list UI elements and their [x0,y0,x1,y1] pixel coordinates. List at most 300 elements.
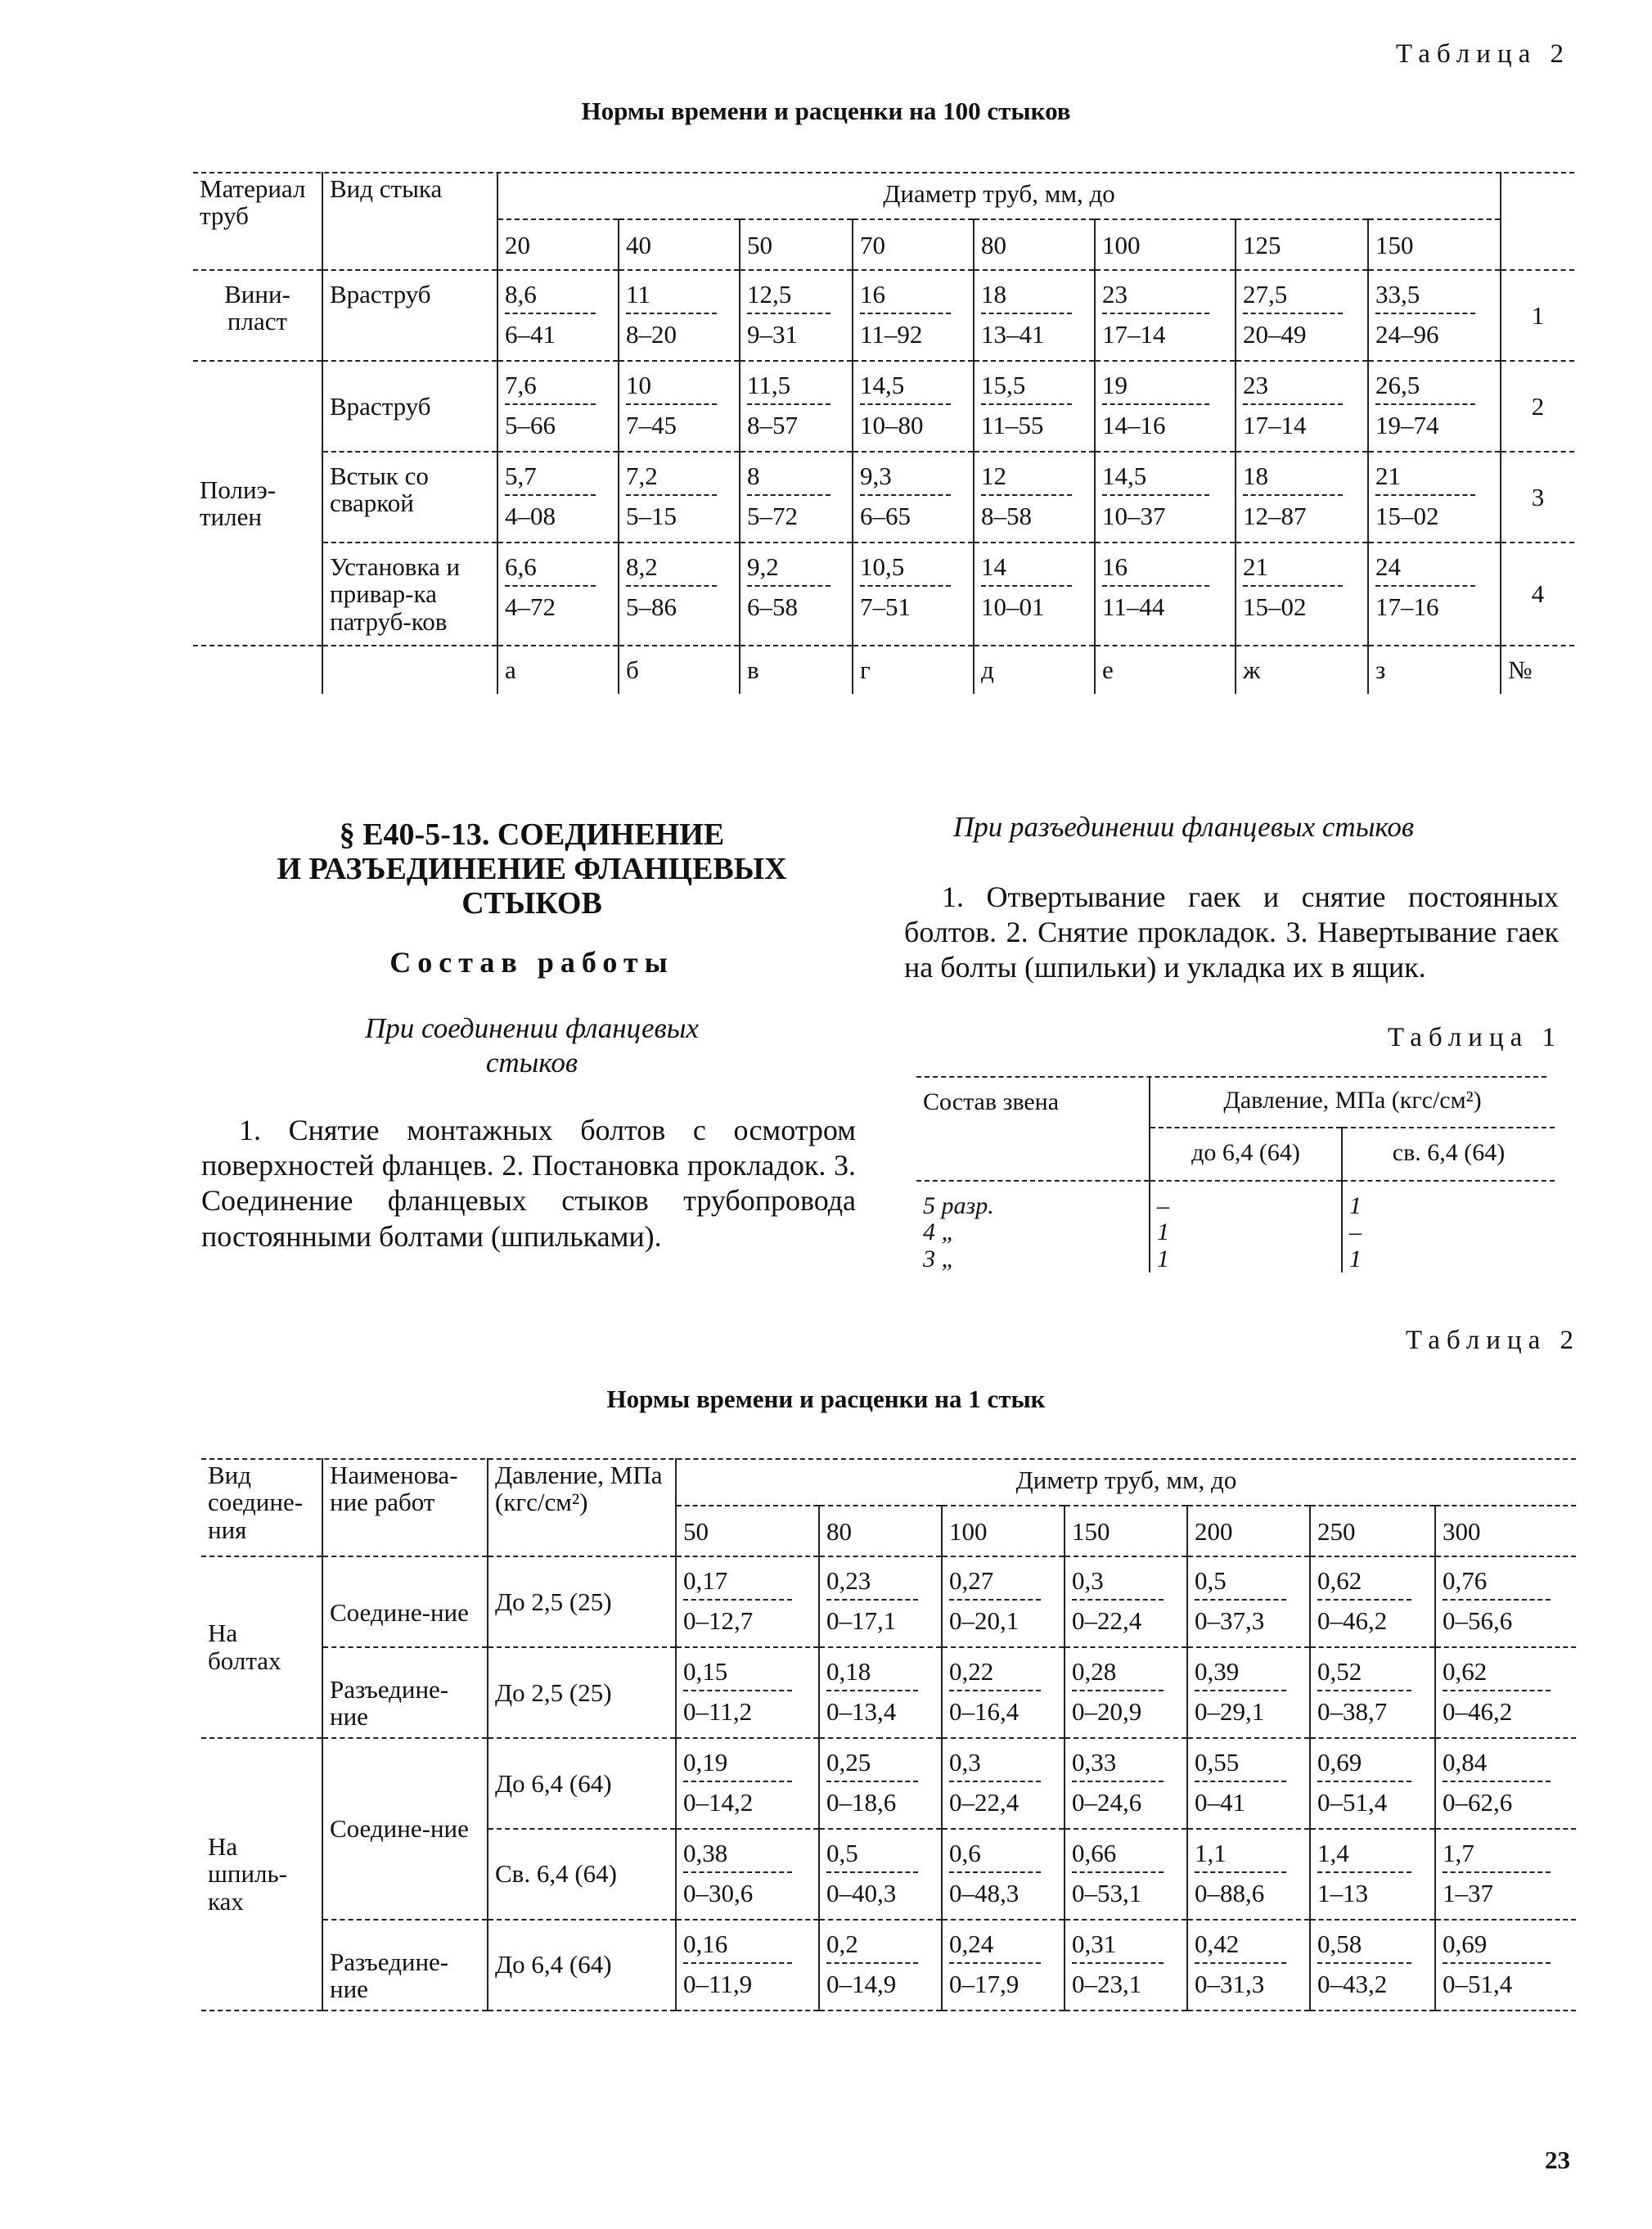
rate-fraction [505,462,611,530]
rate-fraction [1072,1567,1180,1635]
value-cell [1310,1556,1435,1647]
time-norm: 8,6 [505,281,596,314]
work-name: Соедине-ние [322,1738,488,1920]
rate-price: 5–86 [626,592,677,622]
rate-price: 19–74 [1375,411,1439,440]
value-cell [740,361,853,452]
rate-price: 14–16 [1102,411,1166,440]
rate-fraction [860,462,966,530]
rate-fraction [683,1567,812,1635]
time-norm: 0,6 [949,1839,1041,1873]
rate-price: 0–29,1 [1195,1697,1265,1727]
time-norm: 21 [1375,462,1475,496]
rate-fraction [1443,1749,1569,1817]
value-cell [819,1738,942,1829]
rate-price: 1–13 [1317,1879,1368,1908]
rate-price: 7–45 [626,411,677,440]
time-norm: 0,2 [826,1930,918,1964]
crew-grade: 5 разр. [916,1181,1150,1219]
rate-price: 0–62,6 [1443,1788,1513,1817]
rate-fraction [1102,372,1228,439]
time-norm: 10,5 [860,553,951,587]
value-cell [1095,452,1236,543]
table-row [193,270,1574,361]
pressure-cell: До 2,5 (25) [488,1556,676,1647]
time-norm: 0,5 [1195,1567,1286,1601]
rate-fraction [981,372,1087,439]
rate-fraction [683,1749,812,1817]
rate-fraction [505,553,611,621]
pressure-cell: Св. 6,4 (64) [488,1829,676,1920]
bottom-header-work: Наименова-ние работ [322,1458,488,1556]
rate-fraction [949,1749,1057,1817]
rate-fraction [1195,1658,1303,1726]
rate-fraction [505,281,611,349]
rate-fraction [981,553,1087,621]
rate-price: 20–49 [1243,320,1307,349]
rate-price: 0–20,9 [1072,1697,1142,1727]
rate-fraction [860,281,966,349]
disconnect-text: 1. Отвертывание гаек и снятие постоянных болтов. 2. Снятие прокладок. 3. Навертывание гаек на болты (шпильки) и укладка их в ящик. [904,880,1559,984]
table-row [193,361,1574,452]
time-norm: 10 [626,372,717,405]
rate-fraction [949,1930,1057,1998]
time-norm: 7,6 [505,372,596,405]
column-letter: в [740,646,853,693]
table-row [193,543,1574,646]
table-row [193,452,1574,543]
time-norm: 19 [1102,372,1209,405]
rate-price: 0–11,9 [683,1970,753,1999]
rate-price: 0–40,3 [826,1879,897,1908]
rate-fraction [826,1567,934,1635]
value-cell [1187,1829,1310,1920]
time-norm: 26,5 [1375,372,1475,405]
time-norm: 8,2 [626,553,717,587]
value-cell [942,1829,1065,1920]
diameter-header: 70 [853,219,974,269]
time-norm: 33,5 [1375,281,1475,314]
work-name: Соедине-ние [322,1556,488,1647]
diameter-header: 50 [676,1506,819,1556]
value-cell [676,1829,819,1920]
crew-count-a: 1 [1150,1246,1342,1272]
bottom-header-diameter: Диметр труб, мм, до [676,1458,1576,1506]
rate-fraction [1072,1749,1180,1817]
row-number: 2 [1531,391,1545,421]
rate-fraction [1102,553,1228,621]
rate-fraction [1375,553,1493,621]
bottom-table-label: Таблица 2 [1405,1326,1580,1355]
time-norm: 23 [1243,372,1343,405]
time-norm: 21 [1243,553,1343,587]
table1-label: Таблица 1 [1387,1023,1562,1052]
rate-price: 24–96 [1375,320,1439,349]
value-cell [497,543,619,646]
column-letter: д [974,646,1095,693]
value-cell [974,543,1095,646]
rate-price: 0–88,6 [1195,1879,1265,1908]
value-cell [740,270,853,361]
value-cell [1187,1920,1310,2011]
rate-price: 0–51,4 [1317,1788,1388,1817]
column-letter: б [619,646,740,693]
diameter-header: 100 [942,1506,1065,1556]
pressure-header [1150,1076,1555,1128]
diameter-header: 40 [619,219,740,269]
rate-price: 0–18,6 [826,1788,897,1817]
rate-price: 1–37 [1443,1879,1493,1908]
rate-price: 0–38,7 [1317,1697,1388,1727]
time-norm: 0,27 [949,1567,1041,1601]
time-norm: 0,38 [683,1839,792,1873]
crew-count-a: 1 [1150,1219,1342,1245]
rate-price: 0–37,3 [1195,1606,1265,1636]
rate-fraction [683,1658,812,1726]
rate-price: 0–43,2 [1317,1970,1388,1999]
material-cell: Вини-пласт [193,270,322,361]
rate-fraction [747,462,845,530]
rate-price: 17–16 [1375,592,1439,622]
rate-price: 0–20,1 [949,1606,1020,1636]
rate-fraction [1317,1658,1428,1726]
rate-price: 11–44 [1102,592,1165,622]
rate-price: 5–72 [747,502,798,531]
rate-fraction [1195,1749,1303,1817]
column-letter: г [853,646,974,693]
diameter-header: 80 [819,1506,942,1556]
rate-fraction [1072,1930,1180,1998]
rate-fraction [1443,1658,1569,1726]
rate-fraction [1375,372,1493,439]
crew-count-b: 1 [1349,1245,1362,1272]
time-norm: 0,3 [949,1749,1041,1782]
value-cell [1187,1556,1310,1647]
crew-grade: 4 „ [916,1219,1150,1245]
rate-fraction [747,553,845,621]
rate-fraction [683,1839,812,1907]
time-norm: 11,5 [747,372,831,405]
value-cell [942,1920,1065,2011]
rate-price: 0–22,4 [949,1788,1020,1817]
value-cell [942,1738,1065,1829]
table-row [201,1556,1576,1647]
section-title-line: И РАЗЪЕДИНЕНИЕ ФЛАНЦЕВЫХ [277,851,787,886]
rate-price: 11–92 [860,320,923,349]
section-title-line: § Е40-5-13. СОЕДИНЕНИЕ [339,817,725,852]
rate-price: 7–51 [860,592,911,622]
rate-price: 5–66 [505,411,556,440]
crew-table [916,1076,1555,1272]
value-cell [819,1920,942,2011]
time-norm: 12 [981,462,1072,496]
time-norm: 24 [1375,553,1475,587]
rate-price: 6–65 [860,502,911,531]
time-norm: 1,4 [1317,1839,1411,1873]
value-cell [676,1920,819,2011]
value-cell [740,452,853,543]
rate-price: 10–37 [1102,502,1166,531]
rate-fraction [1072,1658,1180,1726]
column-letter: е [1095,646,1236,693]
time-norm: 27,5 [1243,281,1343,314]
value-cell [740,543,853,646]
pressure-header-text: Давление, МПа (кгс/см²) [1223,1087,1482,1114]
value-cell [1368,452,1501,543]
rate-fraction [626,372,732,439]
rate-price: 11–55 [981,411,1044,440]
rate-price: 0–46,2 [1317,1606,1388,1636]
rate-price: 17–14 [1102,320,1166,349]
time-norm: 1,1 [1195,1839,1286,1873]
footer-blank [322,646,497,693]
joint-cell: Встык со сваркой [322,452,497,543]
rate-price: 0–16,4 [949,1697,1020,1727]
time-norm: 14 [981,553,1072,587]
rate-fraction [1375,462,1493,530]
value-cell [1065,1738,1187,1829]
rate-fraction [1375,281,1493,349]
rate-fraction [826,1658,934,1726]
rate-price: 9–31 [747,320,798,349]
rate-fraction [1195,1567,1303,1635]
value-cell [974,452,1095,543]
value-cell [974,361,1095,452]
rate-price: 17–14 [1243,411,1307,440]
rate-price: 0–22,4 [1072,1606,1142,1636]
time-norm: 0,52 [1317,1658,1411,1691]
diameter-header: 300 [1443,1517,1481,1547]
top-norms-table [193,172,1574,694]
diameter-header: 200 [1187,1506,1310,1556]
crew-grade: 3 „ [916,1246,1150,1272]
value-cell [942,1647,1065,1738]
time-norm: 0,28 [1072,1658,1164,1691]
rate-fraction [1195,1930,1303,1998]
rate-price: 0–12,7 [683,1606,754,1636]
table-row [201,1647,1576,1738]
diameter-header: 50 [740,219,853,269]
time-norm: 0,16 [683,1930,792,1964]
time-norm: 0,33 [1072,1749,1164,1782]
rate-price: 6–41 [505,320,556,349]
value-cell [497,452,619,543]
rate-price: 10–01 [981,592,1045,622]
time-norm: 0,76 [1443,1567,1551,1601]
footer-blank [193,646,322,693]
rate-price: 13–41 [981,320,1045,349]
time-norm: 14,5 [860,372,951,405]
rate-price: 0–30,6 [683,1879,754,1908]
rate-fraction [981,462,1087,530]
rate-price: 0–23,1 [1072,1970,1142,1999]
time-norm: 18 [1243,462,1343,496]
rate-fraction [1102,462,1228,530]
rate-price: 10–80 [860,411,924,440]
bottom-header-kind: Вид соедине-ния [201,1458,322,1556]
time-norm: 0,31 [1072,1930,1164,1964]
connect-heading [245,1011,818,1080]
value-cell [676,1647,819,1738]
rate-price: 15–02 [1375,502,1439,531]
value-cell [497,270,619,361]
time-norm: 8 [747,462,831,496]
value-cell [1187,1647,1310,1738]
time-norm: 0,5 [826,1839,918,1873]
rate-fraction [1443,1567,1569,1635]
rate-fraction [1243,462,1361,530]
value-cell [853,452,974,543]
value-cell [1310,1829,1435,1920]
time-norm: 0,3 [1072,1567,1164,1601]
value-cell [619,543,740,646]
time-norm: 18 [981,281,1072,314]
connect-heading-line: стыков [485,1047,578,1078]
time-norm: 0,17 [683,1567,792,1601]
rate-price: 0–14,9 [826,1970,897,1999]
top-header-joint: Вид стыка [322,172,497,270]
time-norm: 0,24 [949,1930,1041,1964]
time-norm: 0,25 [826,1749,918,1782]
time-norm: 0,62 [1317,1567,1411,1601]
value-cell [676,1556,819,1647]
value-cell [1095,543,1236,646]
value-cell [1236,361,1368,452]
time-norm: 0,84 [1443,1749,1551,1782]
rate-fraction [1195,1839,1303,1907]
value-cell [1310,1920,1435,2011]
value-cell [1310,1738,1435,1829]
time-norm: 0,69 [1443,1930,1551,1964]
connect-text: 1. Снятие монтажных болтов с осмотром поверхностей фланцев. 2. Постановка прокладок. 3. Соединение фланцевых стыков трубопровода постоянными болтами (шпильками). [201,1114,856,1253]
rate-fraction [949,1567,1057,1635]
time-norm: 6,6 [505,553,596,587]
time-norm: 16 [1102,553,1209,587]
pressure-sub-2: св. 6,4 (64) [1392,1139,1506,1167]
value-cell [1236,543,1368,646]
rate-fraction [1317,1749,1428,1817]
top-table-caption: Нормы времени и расценки на 100 стыков [581,97,1071,125]
connection-kind: На шпиль-ках [201,1738,322,2011]
value-cell [942,1556,1065,1647]
time-norm: 23 [1102,281,1209,314]
time-norm: 0,58 [1317,1930,1411,1964]
top-header-diameter: Диаметр труб, мм, до [497,172,1501,219]
diameter-header: 150 [1368,219,1501,269]
joint-cell: Установка и привар-ка патруб-ков [322,543,497,646]
rate-price: 8–57 [747,411,798,440]
time-norm: 15,5 [981,372,1072,405]
value-cell [853,543,974,646]
time-norm: 0,19 [683,1749,792,1782]
value-cell [1435,1647,1576,1738]
value-cell [1435,1829,1576,1920]
rate-price: 0–11,2 [683,1697,753,1727]
rate-fraction [683,1930,812,1998]
rate-price: 0–46,2 [1443,1697,1513,1727]
crew-row [916,1181,1555,1219]
time-norm: 14,5 [1102,462,1209,496]
rate-fraction [949,1839,1057,1907]
joint-cell: Враструб [322,270,497,361]
page-number: 23 [1545,2146,1570,2174]
time-norm: 0,39 [1195,1658,1286,1691]
rate-fraction [826,1839,934,1907]
value-cell [1310,1647,1435,1738]
time-norm: 0,15 [683,1658,792,1691]
time-norm: 0,42 [1195,1930,1286,1964]
value-cell [619,361,740,452]
bottom-norms-table [201,1458,1576,2011]
time-norm: 5,7 [505,462,596,496]
table-row [201,1920,1576,2011]
column-letter: № [1508,655,1533,685]
time-norm: 0,18 [826,1658,918,1691]
rate-price: 4–72 [505,592,556,622]
rate-fraction [981,281,1087,349]
material-cell: Полиэ-тилен [193,361,322,646]
column-letter: ж [1236,646,1368,693]
crew-count-b: – [1349,1218,1362,1246]
diameter-header: 80 [974,219,1095,269]
rate-fraction [1317,1567,1428,1635]
value-cell [819,1647,942,1738]
rate-fraction [860,553,966,621]
section-title [245,818,818,921]
rate-price: 0–56,6 [1443,1606,1513,1636]
rate-price: 0–31,3 [1195,1970,1265,1999]
rate-fraction [1102,281,1228,349]
diameter-header: 100 [1095,219,1236,269]
crew-header: Состав звена [916,1076,1150,1181]
rate-fraction [1443,1930,1569,1998]
value-cell [497,361,619,452]
value-cell [1435,1738,1576,1829]
value-cell [619,270,740,361]
connection-kind: На болтах [201,1556,322,1738]
bottom-table-caption: Нормы времени и расценки на 1 стык [606,1385,1046,1413]
value-cell [1065,1556,1187,1647]
value-cell [1368,361,1501,452]
rate-fraction [826,1749,934,1817]
work-name: Разъедине-ние [322,1920,488,2011]
rate-fraction [626,553,732,621]
value-cell [819,1556,942,1647]
connect-heading-line: При соединении фланцевых [365,1012,699,1044]
row-number: 1 [1531,300,1545,330]
rate-price: 0–48,3 [949,1879,1020,1908]
rate-price: 6–58 [747,592,798,622]
diameter-header: 150 [1065,1506,1187,1556]
disconnect-heading: При разъединении фланцевых стыков [953,811,1415,843]
value-cell [1095,270,1236,361]
rate-price: 0–14,2 [683,1788,754,1817]
diameter-header: 125 [1236,219,1368,269]
bottom-header-pressure: Давление, МПа (кгс/см²) [488,1458,676,1556]
rate-price: 0–13,4 [826,1697,897,1727]
time-norm: 9,3 [860,462,951,496]
time-norm: 7,2 [626,462,717,496]
rate-fraction [1317,1839,1428,1907]
rate-price: 0–53,1 [1072,1879,1142,1908]
diameter-header: 250 [1310,1506,1435,1556]
rate-price: 8–20 [626,320,677,349]
crew-count-a: – [1150,1181,1342,1219]
row-number: 4 [1501,543,1574,646]
time-norm: 12,5 [747,281,831,314]
value-cell [1187,1738,1310,1829]
rate-fraction [1243,372,1361,439]
